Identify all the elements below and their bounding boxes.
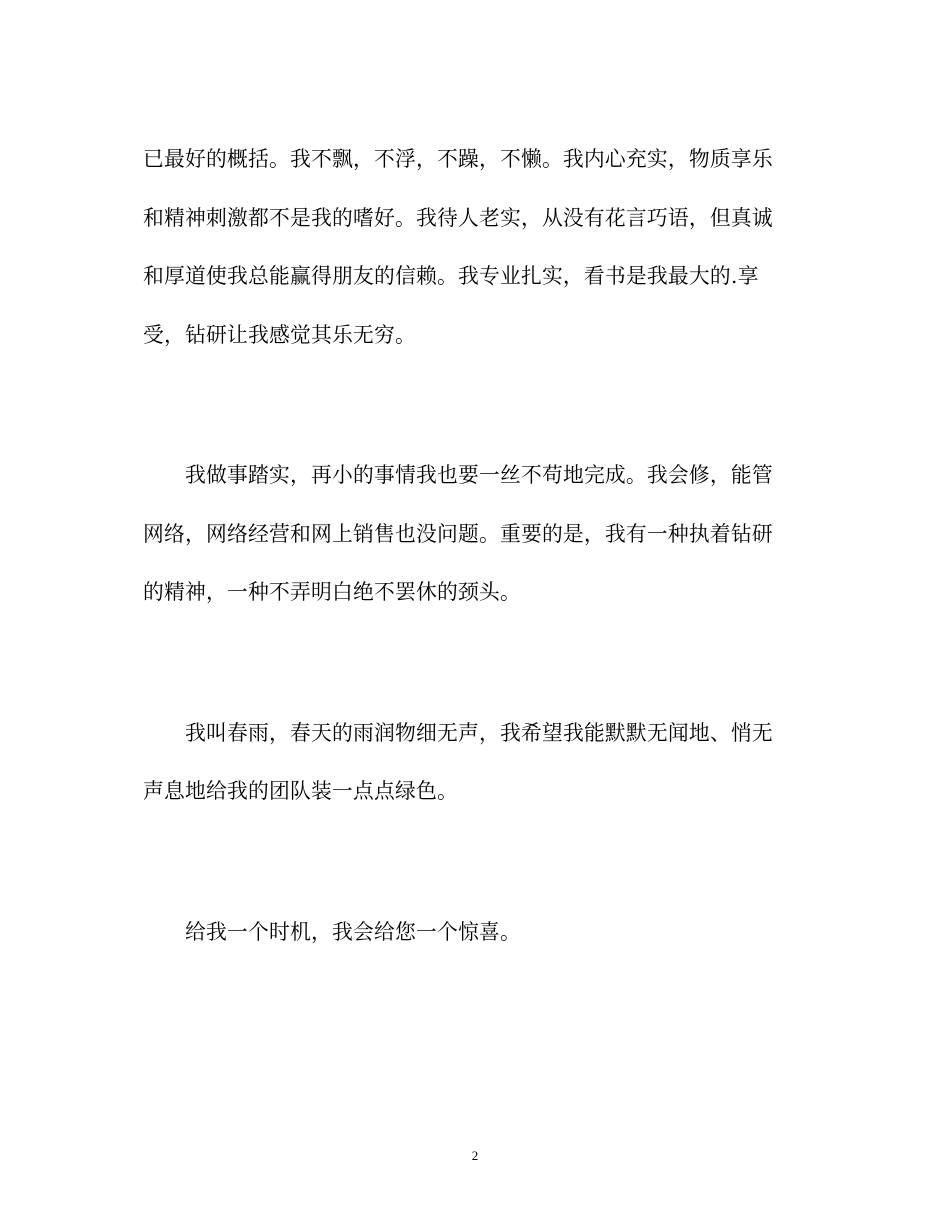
paragraph-2	[143, 446, 808, 622]
text-line: 给我一个时机，我会给您一个惊喜。	[185, 919, 521, 944]
text-line: 我做事踏实，再小的事情我也要一丝不苟地完成。我会修，能管	[185, 463, 773, 487]
text-line: 我叫春雨，春天的雨润物细无声，我希望我能默默无闻地、悄无	[185, 720, 773, 745]
document-body	[143, 130, 808, 961]
text-line: 受，钻研让我感觉其乐无穷。	[143, 322, 416, 347]
text-line: 网络，网络经营和网上销售也没问题。重要的是，我有一种执着钻研	[143, 521, 773, 546]
paragraph-3	[143, 704, 808, 821]
paragraph-1	[143, 130, 808, 364]
paragraph-spacing	[143, 622, 808, 704]
page-number: 2	[471, 1148, 479, 1163]
paragraph-spacing	[143, 364, 808, 446]
text-line: 声息地给我的团队装一点点绿色。	[143, 779, 458, 803]
paragraph-spacing	[143, 821, 808, 903]
paragraph-4	[143, 903, 808, 962]
text-line: 和精神刺激都不是我的嗜好。我待人老实，从没有花言巧语，但真诚	[143, 205, 773, 230]
text-line: 已最好的概括。我不飘，不浮，不躁，不懒。我内心充实，物质享乐	[143, 147, 773, 171]
text-line: 的精神，一种不弄明白绝不罢休的颈头。	[143, 580, 521, 604]
text-line: 和厚道使我总能赢得朋友的信赖。我专业扎实，看书是我最大的.享	[143, 264, 759, 288]
